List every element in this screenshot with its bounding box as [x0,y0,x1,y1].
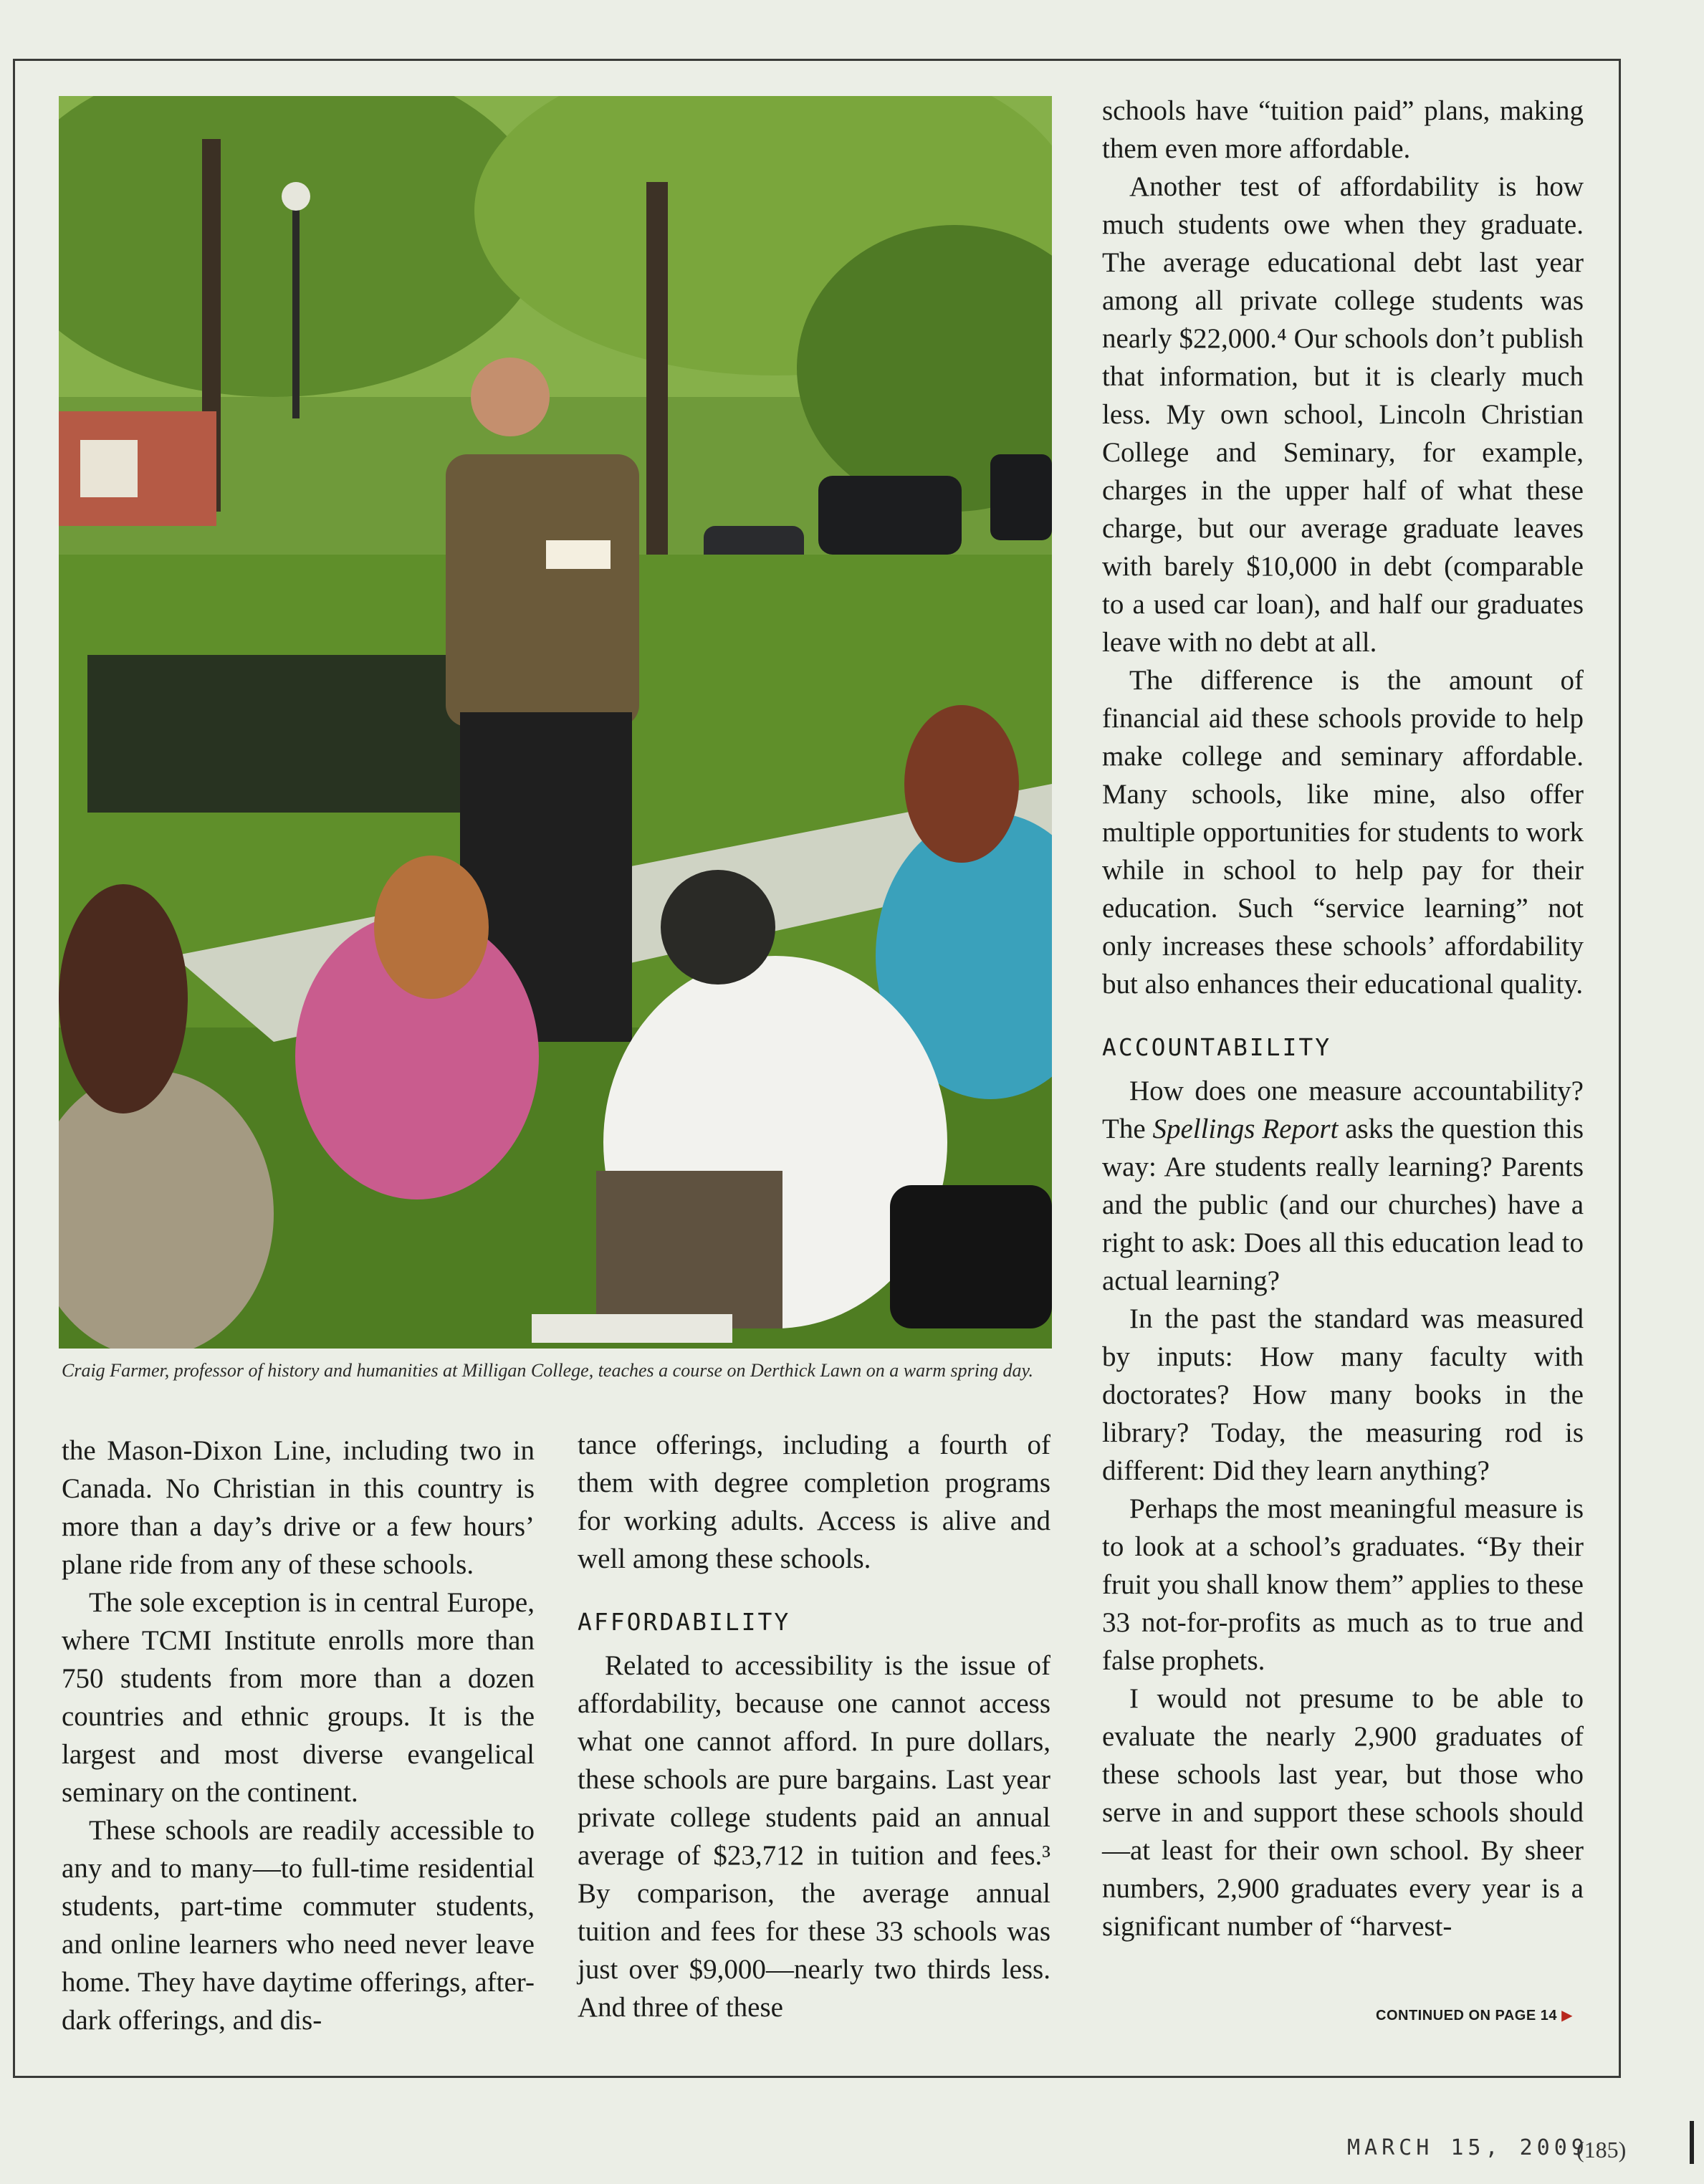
continued-link[interactable] [1376,2006,1573,2024]
section-heading-affordability: AFFORDABILITY [578,1608,791,1636]
col1-paragraph: These schools are readily accessible to any and to many—to full-time residential students, part-time commuter students, and online learners who need never leave home. They have daytime offerings, after-dark offerings, and dis- [62,1815,535,2036]
col3-paragraph: schools have “tuition paid” plans, making them even more affordable. [1102,95,1584,164]
section-heading-accountability: ACCOUNTABILITY [1102,1033,1332,1061]
spine-edge [1690,2121,1694,2164]
text-run: How does one measure accountability? The [1102,1076,1584,1144]
column-1 [62,1432,535,2039]
photo-illustration [59,96,1052,1349]
col1-paragraph: the Mason-Dixon Line, including two in Canada. No Christian in this country is more than a day’s drive or a few hours’ plane ride from any of these schools. [62,1435,535,1580]
col3-paragraph: I would not presume to be able to evaluate the nearly 2,900 graduates of these schools last year, but those who serve in and support these schools should—at least for their own school. By sheer numbers, 2,900 graduates every year is a significant number of “harvest- [1102,1683,1584,1942]
col1-paragraph: The sole exception is in central Europe, where TCMI Institute enrolls more than 750 students from more than a dozen countries and ethnic groups. It is the largest and most diverse evangelical seminary on the continent. [62,1587,535,1808]
issue-date: MARCH 15, 2009 [1347,2135,1589,2160]
column-3 [1102,92,1584,1945]
text-run: asks the question this way: Are students really learning? Parents and the public (and our churches) have a right to ask: Does all this education lead to actual learning? [1102,1113,1584,1296]
col3-paragraph: In the past the standard was measured by inputs: How many faculty with doctorates? How many books in the library? Today, the measuring rod is different: Did they learn anything? [1102,1303,1584,1486]
report-title: Spellings Report [1152,1113,1339,1144]
arrow-right-icon: ▶ [1561,2008,1573,2023]
continued-label: CONTINUED ON PAGE 14 [1376,2008,1557,2023]
photo-caption: Craig Farmer, professor of history and humanities at Milligan College, teaches a course on Derthick Lawn on a warm spring day. [62,1360,1034,1381]
classroom-photo [59,96,1052,1349]
col3-paragraph: The difference is the amount of financial aid these schools provide to help make college and seminary affordable. Many schools, like mine, also offer multiple opportunities for students to work while in school to help pay for their education. Such “service learning” not only increases these schools’ affordability but also enhances their educational quality. [1102,665,1584,1000]
col2-paragraph: tance offerings, including a fourth of them with degree completion programs for working adults. Access is alive and well among these schools. [578,1429,1050,1574]
column-2 [578,1426,1050,2026]
col2-paragraph: Related to accessibility is the issue of affordability, because one cannot access what one cannot afford. In pure dollars, these schools are pure bargains. Last year private college students paid an annual average of $23,712 in tuition and fees.³ By comparison, the average annual tuition and fees for these 33 schools was just over $9,000—nearly two thirds less. And three of these [578,1650,1050,2023]
col3-paragraph [1102,1072,1584,1300]
col3-paragraph: Perhaps the most meaningful measure is to look at a school’s graduates. “By their fruit you shall know them” applies to these 33 not-for-profits as much as to true and false prophets. [1102,1493,1584,1676]
page-number: (185) [1576,2137,1627,2163]
col3-paragraph: Another test of affordability is how much students owe when they graduate. The average educational debt last year among all private college students was nearly $22,000.⁴ Our schools don’t publish that information, but it is clearly much less. My own school, Lincoln Christian College and Seminary, for example, charges in the upper half of what these charge, but our average graduate leaves with barely $10,000 in debt (comparable to a used car loan), and half our graduates leave with no debt at all. [1102,171,1584,658]
